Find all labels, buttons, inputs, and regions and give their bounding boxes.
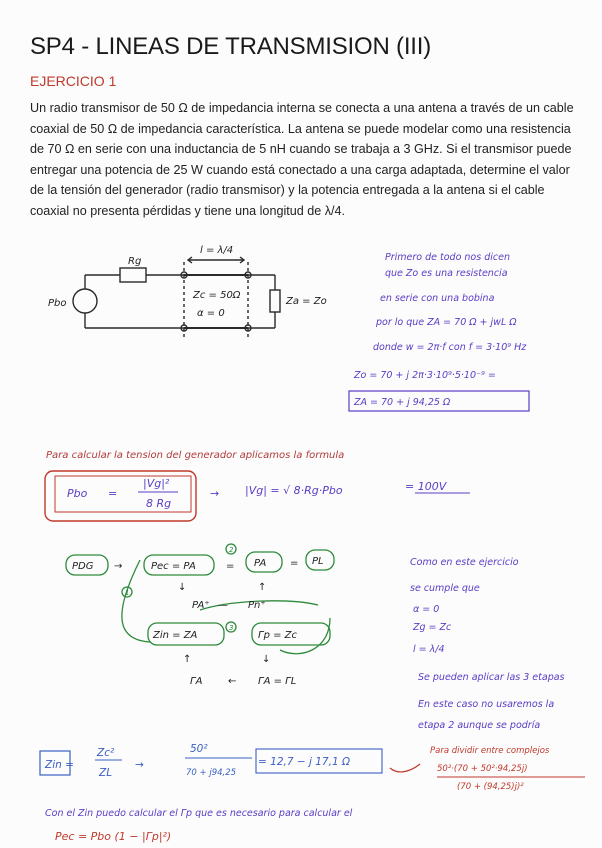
- page-title: SP4 - LINEAS DE TRANSMISION (III): [30, 33, 432, 60]
- vg-result: = 100V: [405, 480, 447, 493]
- pa: PA: [254, 558, 267, 569]
- svg-text:→: →: [114, 561, 123, 572]
- za-label: Za = Zo: [286, 296, 327, 307]
- exercise-heading: EJERCICIO 1: [30, 73, 117, 89]
- tp-zc: Γp = Zc: [258, 630, 298, 641]
- svg-text:Para dividir entre complejos: Para dividir entre complejos: [430, 746, 550, 756]
- zin-den2: 70 + j94,25: [186, 768, 237, 778]
- pa-plus: PA⁺: [192, 600, 210, 611]
- svg-text:l = λ/4: l = λ/4: [413, 644, 445, 655]
- svg-text:por lo que ZA = 70 Ω + jwL Ω: por lo que ZA = 70 Ω + jwL Ω: [376, 317, 517, 328]
- zin-num: Zc²: [97, 747, 115, 759]
- svg-text:↓: ↓: [178, 582, 187, 593]
- pdg: PDG: [72, 561, 94, 572]
- zin-lhs: Zin =: [45, 759, 74, 771]
- svg-text:→: →: [210, 487, 220, 500]
- formula-den: 8 Rg: [146, 497, 172, 510]
- za-load: [270, 290, 280, 312]
- svg-text:ZA = 70 + j 94,25 Ω: ZA = 70 + j 94,25 Ω: [354, 397, 451, 408]
- svg-text:↓: ↓: [262, 654, 271, 665]
- alpha-label: α = 0: [197, 308, 225, 319]
- svg-text:↑: ↑: [258, 582, 267, 593]
- zin: Zin = ZA: [153, 630, 198, 641]
- svg-text:3: 3: [229, 624, 234, 632]
- svg-text:=: =: [226, 561, 235, 572]
- svg-text:1: 1: [125, 589, 130, 597]
- svg-text:que Zo es una resistencia: que Zo es una resistencia: [385, 268, 508, 279]
- pl: PL: [312, 556, 324, 567]
- svg-text:etapa 2 aunque se podría: etapa 2 aunque se podría: [418, 720, 541, 731]
- tension-intro: Para calcular la tension del generador aplicamos la formula: [46, 450, 345, 461]
- gamma-a: ΓA: [190, 676, 203, 687]
- circuit-diagram: [73, 257, 280, 340]
- problem-statement: Un radio transmisor de 50 Ω de impedancia interna se conecta a una antena a través de un cable coaxial de 50 Ω de impedancia característica. La antena se puede modelar como una resistencia de 70 Ω en serie con una inductancia de 5 nH cuando se trabaja a 3 GHz. Si el transmisor puede entregar una potencia de 25 W cuando está conectado a una carga adaptada, determine el valor de la tensión del generador (radio transmisor) y la potencia entregada a la antena si el cable coaxial no presenta pérdidas y tiene una longitud de λ/4.: [30, 101, 574, 218]
- svg-text:→: →: [135, 759, 144, 771]
- svg-text:Zo = 70 + j 2π·3·10⁹·5·10⁻⁹ =: Zo = 70 + j 2π·3·10⁹·5·10⁻⁹ =: [354, 370, 496, 381]
- svg-text:donde w = 2π·f con f = 3·10⁹: donde w = 2π·f con f = 3·10⁹ Hz: [373, 342, 527, 353]
- notes-diagram: [410, 557, 565, 731]
- svg-text:En este caso no usaremos la: En este caso no usaremos la: [418, 699, 555, 710]
- svg-text:Zg = Zc: Zg = Zc: [413, 622, 452, 633]
- formula-num: |Vg|²: [143, 477, 170, 490]
- final-line: Con el Zin puedo calcular el Γp que es necesario para calcular el: [45, 808, 353, 819]
- svg-text:Se pueden aplicar las 3 etapas: Se pueden aplicar las 3 etapas: [418, 672, 565, 683]
- svg-text:=: =: [108, 487, 118, 500]
- svg-text:Primero de todo nos dicen: Primero de todo nos dicen: [385, 252, 510, 263]
- rg-resistor: [120, 268, 146, 282]
- generator-source: [73, 289, 97, 313]
- zin-result: = 12,7 − j 17,1 Ω: [258, 756, 350, 768]
- formula-vg: |Vg| = √ 8·Rg·Pbo: [245, 484, 343, 497]
- svg-text:α = 0: α = 0: [413, 604, 440, 615]
- svg-text:50²·(70 + 50²·94,25j): 50²·(70 + 50²·94,25j): [437, 764, 528, 774]
- zc-label: Zc = 50Ω: [193, 290, 241, 301]
- gamma-b: ΓA = ΓL: [258, 676, 297, 687]
- formula-lhs: Pbo: [67, 487, 88, 500]
- gen-label: Pbo: [48, 298, 67, 309]
- svg-text:en serie con una bobina: en serie con una bobina: [380, 293, 495, 304]
- svg-text:(70 + (94,25)j)²: (70 + (94,25)j)²: [457, 782, 524, 792]
- zin-den: ZL: [99, 767, 113, 779]
- svg-text:se cumple que: se cumple que: [410, 583, 480, 594]
- pn-plus: Pn⁺: [248, 600, 266, 611]
- pec: Pec = PA: [151, 561, 196, 572]
- svg-text:←: ←: [228, 676, 237, 687]
- notes-right: [353, 252, 527, 408]
- svg-text:↑: ↑: [183, 654, 192, 665]
- svg-text:Como en este ejercicio: Como en este ejercicio: [410, 557, 519, 568]
- complex-note: [430, 746, 550, 792]
- length-label: l = λ/4: [200, 245, 234, 256]
- final-formula: Pec = Pbo (1 − |Γp|²): [55, 830, 172, 843]
- rg-label: Rg: [128, 256, 142, 267]
- svg-text:=: =: [290, 558, 299, 569]
- zin-num2: 50²: [190, 743, 208, 755]
- svg-text:2: 2: [229, 546, 234, 554]
- svg-text:—: —: [218, 600, 228, 611]
